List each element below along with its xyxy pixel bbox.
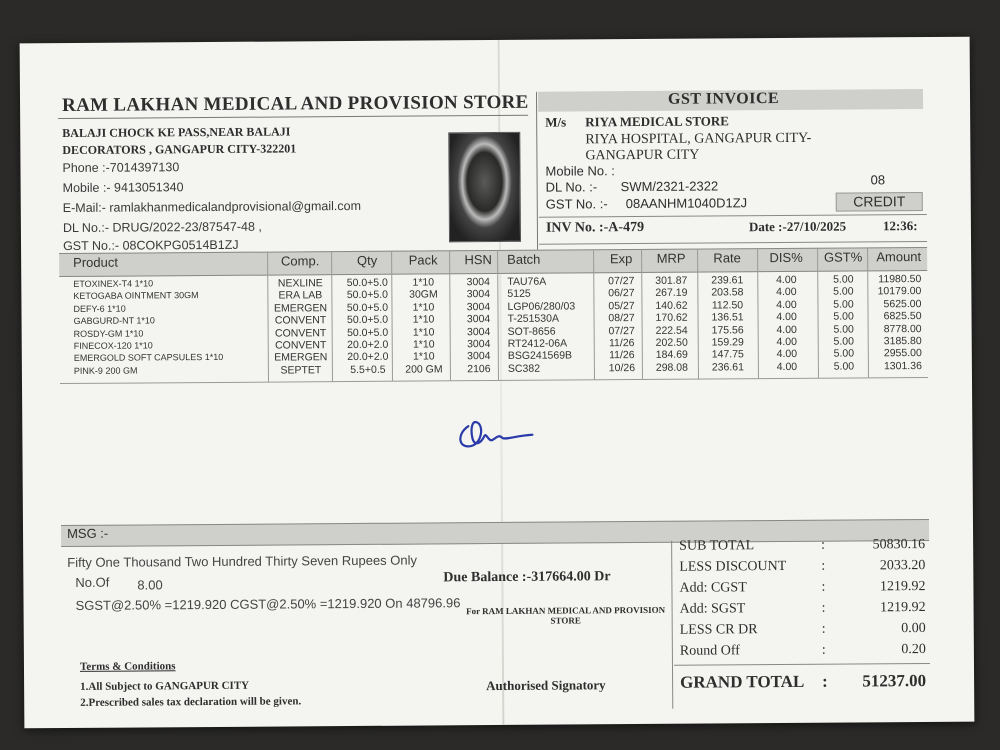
cell-product: GABGURD-NT 1*10 <box>73 315 155 327</box>
header-divider <box>536 92 538 250</box>
cell-rate: 236.61 <box>711 361 745 374</box>
total-label: SUB TOTAL <box>679 538 755 554</box>
cell-company: NEXLINE <box>277 277 323 290</box>
message-band <box>61 519 929 547</box>
terms-line-1: 1.All Subject to GANGAPUR CITY <box>80 679 250 693</box>
cell-pack: 30GM <box>409 288 438 302</box>
store-gst-no: GST No.:- 08COKPG0514B1ZJ <box>62 237 239 254</box>
total-label: Round Off <box>679 643 740 659</box>
total-colon: : <box>821 558 826 574</box>
total-value: 1219.92 <box>879 579 926 595</box>
invoice-title: GST INVOICE <box>667 90 780 108</box>
cell-company: CONVENT <box>274 326 327 340</box>
cell-rate: 136.51 <box>711 311 744 324</box>
tax-summary: SGST@2.50% =1219.920 CGST@2.50% =1219.920 On 48796.96 <box>75 595 461 613</box>
total-value: 0.20 <box>901 642 926 658</box>
cell-gst: 5.00 <box>833 347 855 361</box>
cell-rate: 147.75 <box>711 348 744 361</box>
column-header-discount: DIS% <box>769 249 803 266</box>
cell-mrp: 267.19 <box>655 287 688 300</box>
cell-rate: 112.50 <box>711 299 744 312</box>
total-value: 0.00 <box>901 621 926 637</box>
cell-gst: 5.00 <box>833 310 854 323</box>
cell-exp: 11/26 <box>609 349 635 362</box>
total-value: 50830.16 <box>872 537 926 553</box>
cell-qty: 50.0+5.0 <box>346 289 389 302</box>
signature-mark <box>454 414 544 455</box>
cell-qty: 20.0+2.0 <box>347 351 389 364</box>
store-name: RAM LAKHAN MEDICAL AND PROVISION STORE <box>61 91 529 117</box>
column-header-rate: Rate <box>713 250 741 266</box>
cell-batch: T-251530A <box>507 312 559 326</box>
column-header-batch: Batch <box>507 251 541 267</box>
cell-hsn: 3004 <box>466 300 491 314</box>
cell-gst: 5.00 <box>833 360 855 373</box>
cell-batch: SC382 <box>507 362 541 375</box>
cell-hsn: 3004 <box>467 350 491 363</box>
column-header-qty: Qty <box>356 252 378 268</box>
ms-label: M/s <box>545 114 567 130</box>
store-address <box>62 123 352 159</box>
store-dl-no: DL No.:- DRUG/2022-23/87547-48 , <box>62 219 262 236</box>
invoice-paper <box>20 37 975 729</box>
address-line-2: DECORATORS , GANGAPUR CITY-322201 <box>62 141 297 158</box>
cell-hsn: 3004 <box>466 325 491 338</box>
cell-hsn: 3004 <box>467 338 491 351</box>
due-balance: Due Balance :-317664.00 Dr <box>443 569 611 586</box>
table-bottom-rule <box>60 377 928 384</box>
cell-batch: TAU76A <box>507 275 547 288</box>
invoice-time: 12:36: <box>882 218 918 234</box>
cell-amount: 6825.50 <box>883 310 922 323</box>
cell-rate: 175.56 <box>711 323 744 337</box>
cell-qty: 5.5+0.5 <box>350 363 386 376</box>
cell-mrp: 301.87 <box>655 274 688 287</box>
cell-qty: 50.0+5.0 <box>346 301 389 314</box>
cell-rate: 203.58 <box>711 286 744 299</box>
invoice-number: INV No. :-A-479 <box>545 219 645 236</box>
cell-discount: 4.00 <box>776 286 797 299</box>
column-header-mrp: MRP <box>656 250 686 266</box>
cell-discount: 4.00 <box>776 335 797 349</box>
cell-mrp: 298.08 <box>655 361 689 374</box>
terms-line-2: 2.Prescribed sales tax declaration will be given. <box>80 695 302 709</box>
cell-product: ETOXINEX-T4 1*10 <box>73 278 154 289</box>
cell-exp: 08/27 <box>608 312 635 325</box>
cell-amount: 3185.80 <box>883 335 922 348</box>
cell-amount: 1301.36 <box>883 359 922 373</box>
cell-batch: RT2412-06A <box>507 337 568 350</box>
grand-total-value: 51237.00 <box>862 671 927 691</box>
total-colon: : <box>821 600 826 616</box>
mobile-label: Mobile No. : <box>545 163 615 179</box>
column-header-product: Product <box>73 254 119 270</box>
store-mobile: Mobile :- 9413051340 <box>62 180 184 196</box>
cell-mrp: 170.62 <box>655 311 688 325</box>
customer-gst-value: 08AANHM1040D1ZJ <box>625 195 748 212</box>
cell-exp: 07/27 <box>608 275 635 288</box>
cell-rate: 239.61 <box>711 274 744 287</box>
cell-amount: 11980.50 <box>878 273 922 286</box>
state-code: 08 <box>870 172 886 188</box>
cell-gst: 5.00 <box>833 323 854 336</box>
total-colon: : <box>821 537 826 553</box>
cell-discount: 4.00 <box>776 360 798 373</box>
column-header-amount: Amount <box>876 249 922 265</box>
cell-qty: 50.0+5.0 <box>346 313 389 327</box>
cell-exp: 06/27 <box>608 287 635 300</box>
cell-company: ERA LAB <box>278 289 323 302</box>
cell-amount: 5625.00 <box>883 297 922 311</box>
cell-batch: LGP06/280/03 <box>507 300 576 313</box>
column-header-hsn: HSN <box>464 252 492 268</box>
cell-product: DEFY-6 1*10 <box>73 303 126 314</box>
customer-name: RIYA MEDICAL STORE <box>585 113 730 130</box>
cell-product: EMERGOLD SOFT CAPSULES 1*10 <box>73 352 224 364</box>
cell-company: EMERGEN <box>273 301 328 315</box>
no-of-value: 8.00 <box>137 577 163 593</box>
total-colon: : <box>821 642 826 658</box>
store-phone: Phone :-7014397130 <box>62 160 180 176</box>
grand-total-label: GRAND TOTAL <box>680 671 805 692</box>
address-line-1: BALAJI CHOCK KE PASS,NEAR BALAJI <box>62 124 291 141</box>
cell-hsn: 3004 <box>466 288 491 301</box>
cell-discount: 4.00 <box>776 348 798 361</box>
deity-photo <box>448 132 521 242</box>
cell-mrp: 140.62 <box>655 299 688 312</box>
authorised-signatory: Authorised Signatory <box>486 677 606 694</box>
total-colon: : <box>821 621 826 637</box>
cell-pack: 200 GM <box>405 363 443 376</box>
cell-gst: 5.00 <box>833 285 854 299</box>
cell-product: KETOGABA OINTMENT 30GM <box>73 290 199 302</box>
cell-company: CONVENT <box>274 314 327 327</box>
total-label: Add: SGST <box>679 601 746 617</box>
customer-dl-value: SWM/2321-2322 <box>620 178 719 195</box>
column-header-pack: Pack <box>408 252 438 268</box>
cell-pack: 1*10 <box>412 350 435 363</box>
cell-company: CONVENT <box>275 339 327 352</box>
for-store-line: For RAM LAKHAN MEDICAL AND PROVISION STORE <box>466 604 666 626</box>
cell-company: EMERGEN <box>274 351 328 364</box>
cell-mrp: 184.69 <box>655 349 688 362</box>
cell-qty: 20.0+2.0 <box>347 338 389 352</box>
cell-exp: 05/27 <box>608 299 635 313</box>
cell-hsn: 3004 <box>466 276 491 289</box>
cell-discount: 4.00 <box>776 298 797 311</box>
cell-hsn: 2106 <box>467 362 491 376</box>
invoice-date: Date :-27/10/2025 <box>748 218 847 235</box>
cell-exp: 07/27 <box>608 324 635 337</box>
customer-gst-label: GST No. :- <box>545 196 608 212</box>
terms-title: Terms & Conditions <box>79 660 176 673</box>
cell-discount: 4.00 <box>776 323 797 336</box>
cell-gst: 5.00 <box>833 298 854 311</box>
total-colon: : <box>821 579 826 595</box>
cell-exp: 11/26 <box>608 337 635 350</box>
store-email: E-Mail:- ramlakhanmedicalandprovisional@gmail.com <box>62 198 362 216</box>
cell-hsn: 3004 <box>466 313 491 326</box>
amount-in-words: Fifty One Thousand Two Hundred Thirty Seven Rupees Only <box>67 552 418 571</box>
cell-pack: 1*10 <box>412 338 435 351</box>
no-of-label: No.Of <box>75 574 110 590</box>
cell-company: SEPTET <box>280 364 322 377</box>
cell-product: PINK-9 200 GM <box>73 365 138 376</box>
cell-amount: 2955.00 <box>883 347 922 360</box>
customer-dl-label: DL No. :- <box>545 179 598 195</box>
customer-address-1: RIYA HOSPITAL, GANGAPUR CITY- <box>585 130 812 148</box>
cell-discount: 4.00 <box>776 273 797 287</box>
cell-pack: 1*10 <box>412 301 435 314</box>
total-value: 2033.20 <box>879 558 926 574</box>
cell-qty: 50.0+5.0 <box>347 326 389 339</box>
grand-total-colon: : <box>822 671 828 691</box>
cell-qty: 50.0+5.0 <box>346 276 388 290</box>
payment-mode-badge: CREDIT <box>836 192 923 212</box>
column-header-exp: Exp <box>609 251 633 267</box>
column-header-company: Comp. <box>280 253 320 269</box>
total-label: LESS CR DR <box>679 622 758 638</box>
cell-batch: 5125 <box>507 288 531 301</box>
message-label: MSG :- <box>66 525 109 542</box>
column-header-gst: GST% <box>823 249 863 265</box>
cell-product: ROSDY-GM 1*10 <box>73 328 144 339</box>
cell-amount: 10179.00 <box>877 285 922 298</box>
cell-gst: 5.00 <box>833 335 854 348</box>
cell-exp: 10/26 <box>608 361 636 375</box>
cell-batch: BSG241569B <box>507 349 573 363</box>
grand-total-rule <box>674 663 930 666</box>
total-label: Add: CGST <box>679 580 747 596</box>
cell-pack: 1*10 <box>412 326 435 339</box>
cell-mrp: 222.54 <box>655 324 688 337</box>
cell-pack: 1*10 <box>412 276 435 289</box>
cell-gst: 5.00 <box>833 273 854 286</box>
cell-pack: 1*10 <box>412 313 435 326</box>
cell-discount: 4.00 <box>776 311 797 324</box>
total-label: LESS DISCOUNT <box>679 558 787 575</box>
customer-address-2: GANGAPUR CITY <box>585 147 700 164</box>
cell-amount: 8778.00 <box>883 322 922 335</box>
cell-mrp: 202.50 <box>655 336 688 349</box>
cell-batch: SOT-8656 <box>507 325 556 338</box>
cell-rate: 159.29 <box>711 336 744 349</box>
total-value: 1219.92 <box>880 600 926 616</box>
cell-product: FINECOX-120 1*10 <box>73 340 153 351</box>
